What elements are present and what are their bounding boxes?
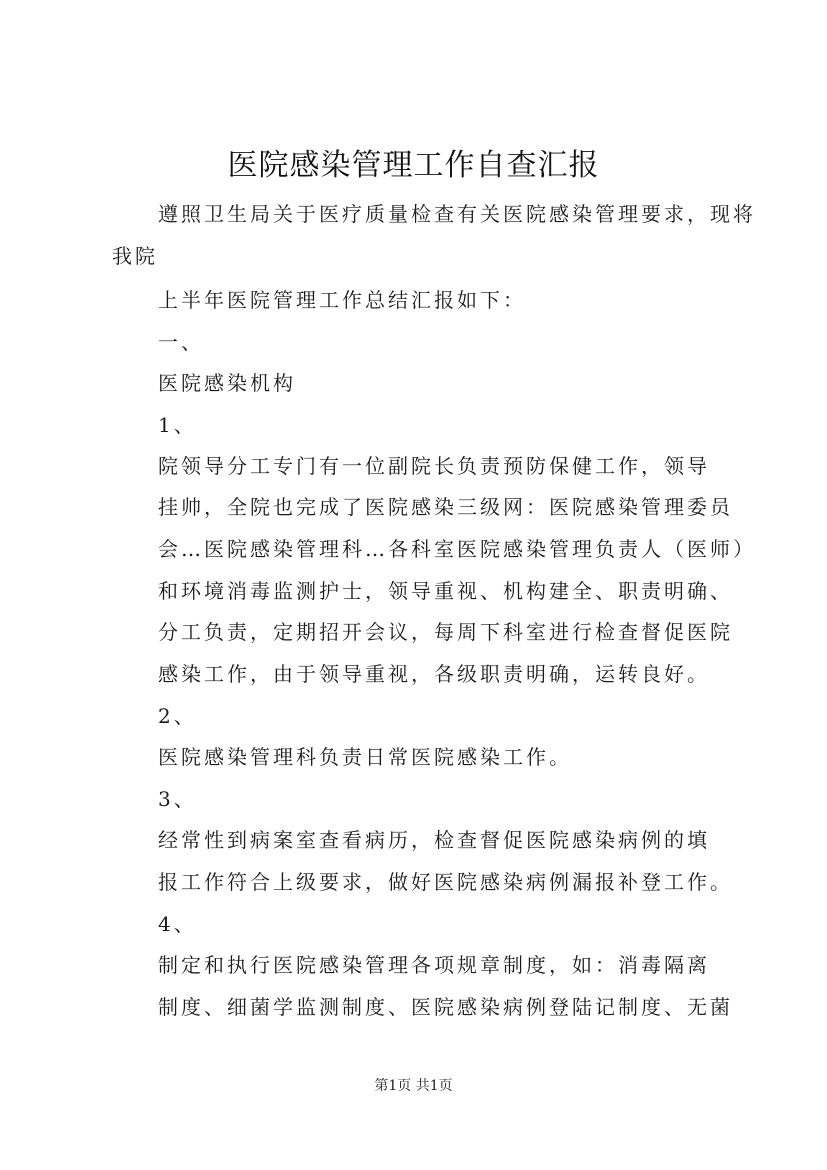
paragraph-line: 和环境消毒监测护士，领导重视、机构建全、职责明确、 bbox=[158, 579, 733, 603]
paragraph-line: 报工作符合上级要求，做好医院感染病例漏报补登工作。 bbox=[158, 870, 733, 894]
paragraph-line: 上半年医院管理工作总结汇报如下： bbox=[158, 288, 526, 312]
item-number: 2、 bbox=[158, 704, 197, 728]
item-number: 4、 bbox=[158, 912, 197, 936]
paragraph-line: 制定和执行医院感染管理各项规章制度，如：消毒隔离 bbox=[158, 953, 710, 977]
paragraph-line: 分工负责，定期招开会议，每周下科室进行检查督促医院 bbox=[158, 620, 733, 644]
paragraph-line: 院领导分工专门有一位副院长负责预防保健工作，领导 bbox=[158, 454, 710, 478]
item-number: 3、 bbox=[158, 787, 197, 811]
paragraph-line: 我院 bbox=[112, 244, 158, 268]
section-number: 一、 bbox=[158, 330, 204, 354]
item-number: 1、 bbox=[158, 413, 197, 437]
paragraph-line: 医院感染管理科负责日常医院感染工作。 bbox=[158, 745, 572, 769]
paragraph-line: 感染工作，由于领导重视，各级职责明确，运转良好。 bbox=[158, 662, 710, 686]
paragraph-line: 经常性到病案室查看病历，检查督促医院感染病例的填 bbox=[158, 828, 710, 852]
paragraph-line: 会…医院感染管理科…各科室医院感染管理负责人（医师） bbox=[158, 537, 756, 561]
paragraph-line: 制度、细菌学监测制度、医院感染病例登陆记制度、无菌 bbox=[158, 995, 733, 1019]
page-footer: 第1页 共1页 bbox=[374, 1078, 453, 1094]
section-heading: 医院感染机构 bbox=[158, 371, 296, 395]
document-title: 医院感染管理工作自查汇报 bbox=[227, 148, 600, 183]
paragraph-line: 挂帅，全院也完成了医院感染三级网：医院感染管理委员 bbox=[158, 495, 733, 519]
paragraph-line: 遵照卫生局关于医疗质量检查有关医院感染管理要求，现将 bbox=[158, 202, 756, 226]
